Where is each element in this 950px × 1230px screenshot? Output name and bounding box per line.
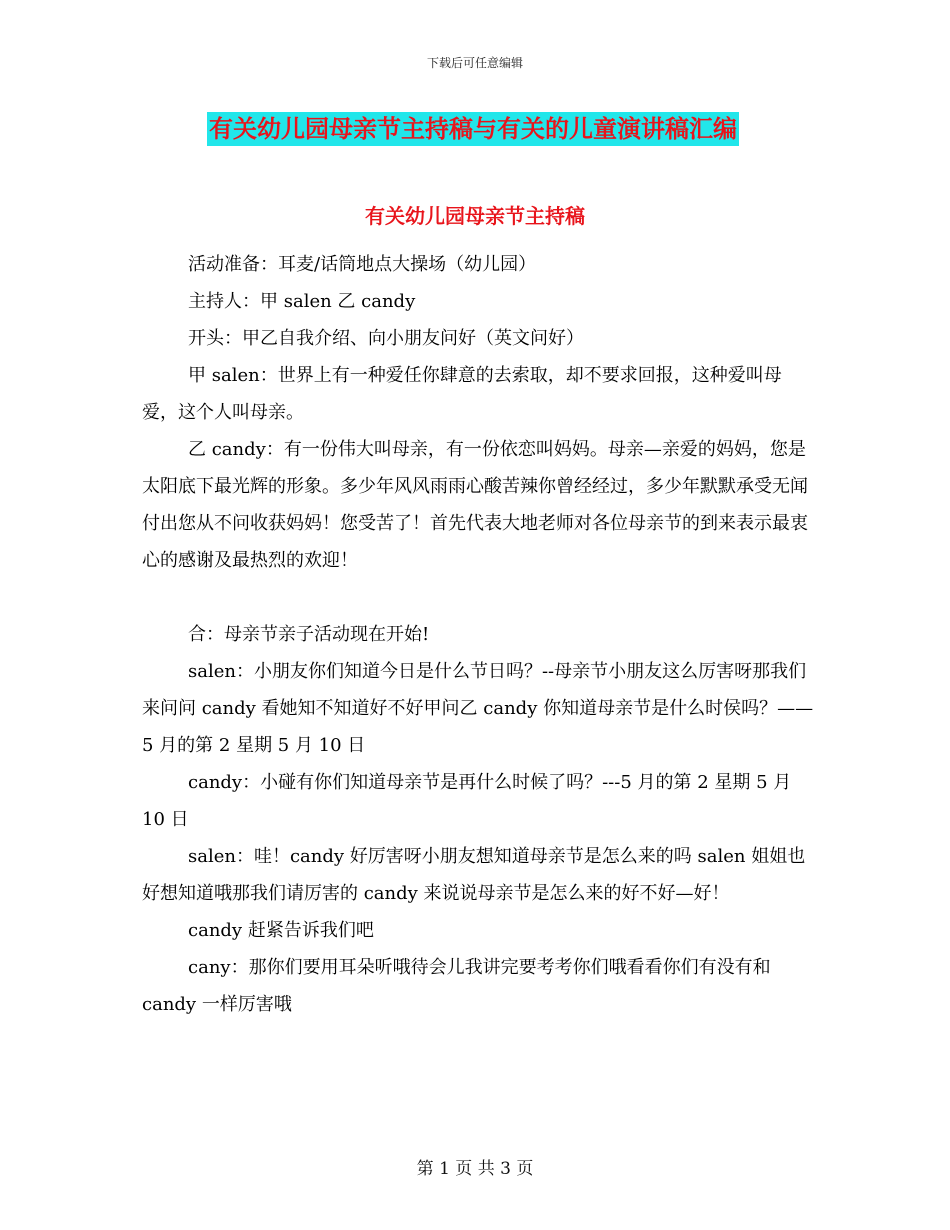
header-note: 下载后可任意编辑 xyxy=(426,56,523,70)
paragraph: 乙 candy：有一份伟大叫母亲，有一份依恋叫妈妈。母亲—亲爱的妈妈，您是太阳底下最光辉的形象。多少年风风雨雨心酸苦辣你曾经经过，多少年默默承受无闻付出您从不问收获妈妈！您受苦了！首先代表大地老师对各位母亲节的到来表示最衷心的感谢及最热烈的欢迎！ xyxy=(142,439,808,571)
page-footer: 第 1 页 共 3 页 xyxy=(416,1159,534,1179)
paragraph: cany：那你们要用耳朵听哦待会儿我讲完要考考你们哦看看你们有没有和 candy 一样厉害哦 xyxy=(142,957,771,1015)
paragraph: salen：小朋友你们知道今日是什么节日吗？--母亲节小朋友这么厉害呀那我们来问问 candy 看她知不知道好不好甲问乙 candy 你知道母亲节是什么时侯吗？——5 月的第 2 星期 5 月 10 日 xyxy=(142,661,814,756)
document-body xyxy=(142,246,814,1023)
paragraph: 甲 salen：世界上有一种爱任你肆意的去索取，却不要求回报，这种爱叫母爱，这个人叫母亲。 xyxy=(142,365,782,423)
paragraph: 活动准备：耳麦/话筒地点大操场（幼儿园） xyxy=(188,254,537,275)
paragraph: 合：母亲节亲子活动现在开始! xyxy=(188,624,430,645)
paragraph: candy：小碰有你们知道母亲节是再什么时候了吗？---5 月的第 2 星期 5 月 10 日 xyxy=(142,772,792,830)
paragraph: 开头：甲乙自我介绍、向小朋友问好（英文问好） xyxy=(188,328,584,349)
paragraph: salen：哇！candy 好厉害呀小朋友想知道母亲节是怎么来的吗 salen 姐姐也好想知道哦那我们请厉害的 candy 来说说母亲节是怎么来的好不好—好！ xyxy=(142,846,806,904)
paragraph: 主持人：甲 salen 乙 candy xyxy=(188,291,416,312)
blank-line xyxy=(142,579,814,616)
document-title: 有关幼儿园母亲节主持稿与有关的儿童演讲稿汇编 xyxy=(207,112,739,146)
section-title: 有关幼儿园母亲节主持稿 xyxy=(365,204,585,228)
paragraph: candy 赶紧告诉我们吧 xyxy=(188,920,374,941)
